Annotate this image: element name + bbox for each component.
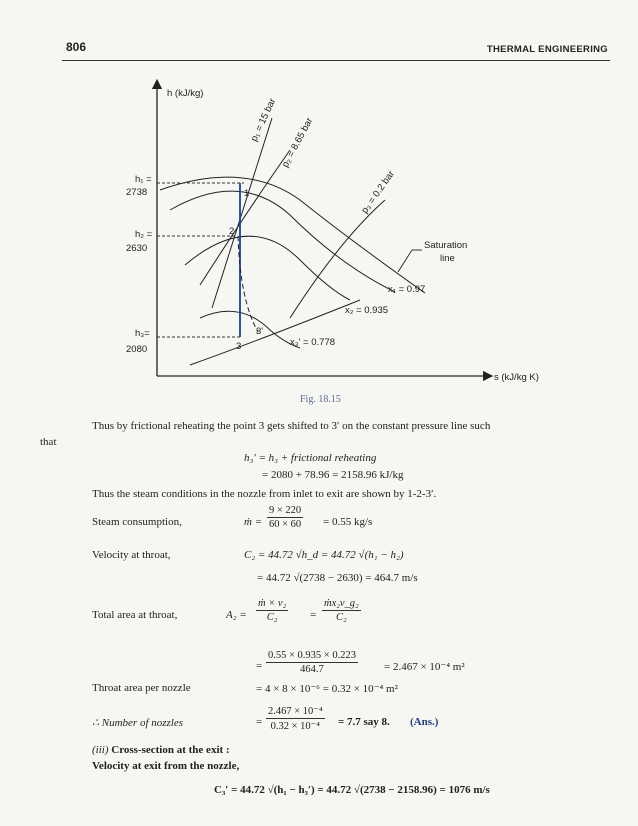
section-heading: (iii) Cross-section at the exit :: [92, 744, 230, 756]
process-2-3prime: [238, 236, 258, 332]
area-fraction-3: $\frac{0.55 \times 0.935 \times 0.223}{464.7}$: [268, 650, 356, 675]
svg-text:2: 2: [229, 226, 235, 237]
h1-value: 2738: [126, 187, 148, 198]
svg-text:3: 3: [236, 341, 242, 352]
nozzle-area-value: = 4 × 8 × 10⁻⁶ = 0.32 × 10⁻⁴ m²: [256, 683, 398, 695]
h3-value: 2080: [126, 344, 148, 355]
steam-result: = 0.55 kg/s: [323, 516, 373, 528]
saturation-label: Saturation: [424, 240, 468, 251]
throat-velocity-label: Velocity at throat,: [92, 549, 171, 561]
exit-velocity-eq: C₃′ = 44.72 √(h₁ − h₃′) = 44.72 √(2738 − 2158.96) = 1076 m/s: [214, 784, 490, 796]
x1-label: x₁ = 0.97: [388, 284, 426, 295]
exit-velocity-label: Velocity at exit from the nozzle,: [92, 760, 240, 772]
h2-label: h₂ =: [135, 229, 153, 240]
throat-area-label: Total area at throat,: [92, 609, 178, 621]
x3-label: x₃' = 0.778: [290, 337, 336, 348]
h-s-diagram: [0, 0, 638, 400]
steam-consumption-label: Steam consumption,: [92, 516, 182, 528]
svg-text:1: 1: [244, 188, 250, 199]
nozzle-area-label: Throat area per nozzle: [92, 682, 191, 694]
s-axis-label: s (kJ/kg K): [494, 372, 539, 383]
p2-label: p₂ = 8.65 bar: [279, 115, 316, 170]
x2-label: x₂ = 0.935: [345, 305, 389, 316]
figure-caption: Fig. 18.15: [300, 394, 341, 405]
throat-velocity-value: = 44.72 √(2738 − 2630) = 464.7 m/s: [257, 572, 418, 584]
answer-tag: (Ans.): [410, 716, 439, 728]
h3-label: h₃=: [135, 328, 150, 339]
eq-h3prime: h₃′ = h₃ + frictional reheating: [244, 452, 377, 464]
p3-label: p₃ = 0.2 bar: [359, 168, 397, 216]
paragraph-2: Thus the steam conditions in the nozzle from inlet to exit are shown by 1-2-3′.: [92, 488, 437, 500]
p1-label: p₁ = 15 bar: [248, 96, 279, 144]
area-lhs: A₂ =: [226, 609, 247, 621]
area-fraction-1: $\frac{\text{ṁ × v₂}}{\text{C₂}}$: [258, 598, 287, 623]
svg-text:3': 3': [256, 326, 264, 337]
textbook-page: 806 THERMAL ENGINEERING h (kJ/kg) s (kJ/kg K) h₁ = 2738 h₂ = 2630 h₃= 2080 1 2 3 3' p₁ = 15 bar p₂ = 8.65 bar p₃ = 0.2 bar Saturation line x₁ = 0.97 x₂ = 0.935 x₃' = 0.778 Fig. 18.15 Thus by frictional reheating the point 3 gets shifted to 3′ on the constant pressure line such that h₃′ = h₃ + frictional reheating = 2080 + 78.96 = 2158.96 kJ/kg Thus the steam conditions in the nozzle from inlet to exit are shown by 1-2-3′. Steam consumption, ṁ = $\frac{9 \times 220}{60 \times 60}$ = 0.55 kg/s Velocity at throat, C₂ = 44.72 √h_d = 44.72 √(h₁ − h₂) = 44.72 √(2738 − 2630) = 464.7 m/s Total area at throat, A₂ = $\frac{\text{ṁ × v₂}}{\text{C₂}}$ = $\frac{\text{ṁx₂v\_g₂}}{\text{C₂}}$ = $\frac{0.55 \times 0.935 \times 0.223}{464.7}$ = 2.467 × 10⁻⁴ m² Throat area per nozzle = 4 × 8 × 10⁻⁶ = 0.32 × 10⁻⁴ m² ∴ Number of nozzles = $\frac{\text{2.467 × 10⁻⁴}}{\text{0.32 × 10⁻⁴}}$ = 7.7 say 8. (Ans.) (iii) Cross-section at the exit : Velocity at exit from the nozzle, C₃′ = 44.72 √(h₁ − h₃′) = 44.72 √(2738 − 2158.96) = 1076 m/s: [0, 0, 638, 826]
num-nozzles-result: = 7.7 say 8.: [338, 716, 390, 728]
steam-fraction: $\frac{9 \times 220}{60 \times 60}$: [269, 505, 302, 530]
throat-velocity-eq: C₂ = 44.72 √h_d = 44.72 √(h₁ − h₂): [244, 549, 404, 561]
x2-line: [185, 236, 350, 300]
paragraph-1-cont: that: [40, 436, 57, 448]
saturation-line: [160, 177, 425, 293]
page-number: 806: [66, 40, 87, 54]
h-axis-label: h (kJ/kg): [167, 88, 204, 99]
nozzle-fraction: $\frac{\text{2.467 × 10⁻⁴}}{\text{0.32 × 10⁻⁴}}$: [268, 706, 323, 732]
paragraph-1: Thus by frictional reheating the point 3 gets shifted to 3′ on the constant pressure line such: [92, 420, 491, 432]
eq-h3prime-value: = 2080 + 78.96 = 2158.96 kJ/kg: [262, 469, 404, 481]
num-nozzles-label: ∴ Number of nozzles: [92, 717, 184, 729]
p3-line: [290, 200, 385, 318]
h2-value: 2630: [126, 243, 148, 254]
steam-lhs: ṁ =: [244, 516, 263, 528]
running-title: THERMAL ENGINEERING: [486, 44, 608, 55]
p2-line: [200, 150, 290, 285]
area-result: = 2.467 × 10⁻⁴ m²: [384, 661, 465, 673]
svg-text:line: line: [440, 253, 455, 264]
area-fraction-2: $\frac{\text{ṁx₂v\_g₂}}{\text{C₂}}$: [324, 598, 359, 623]
h1-label: h₁ =: [135, 174, 152, 185]
